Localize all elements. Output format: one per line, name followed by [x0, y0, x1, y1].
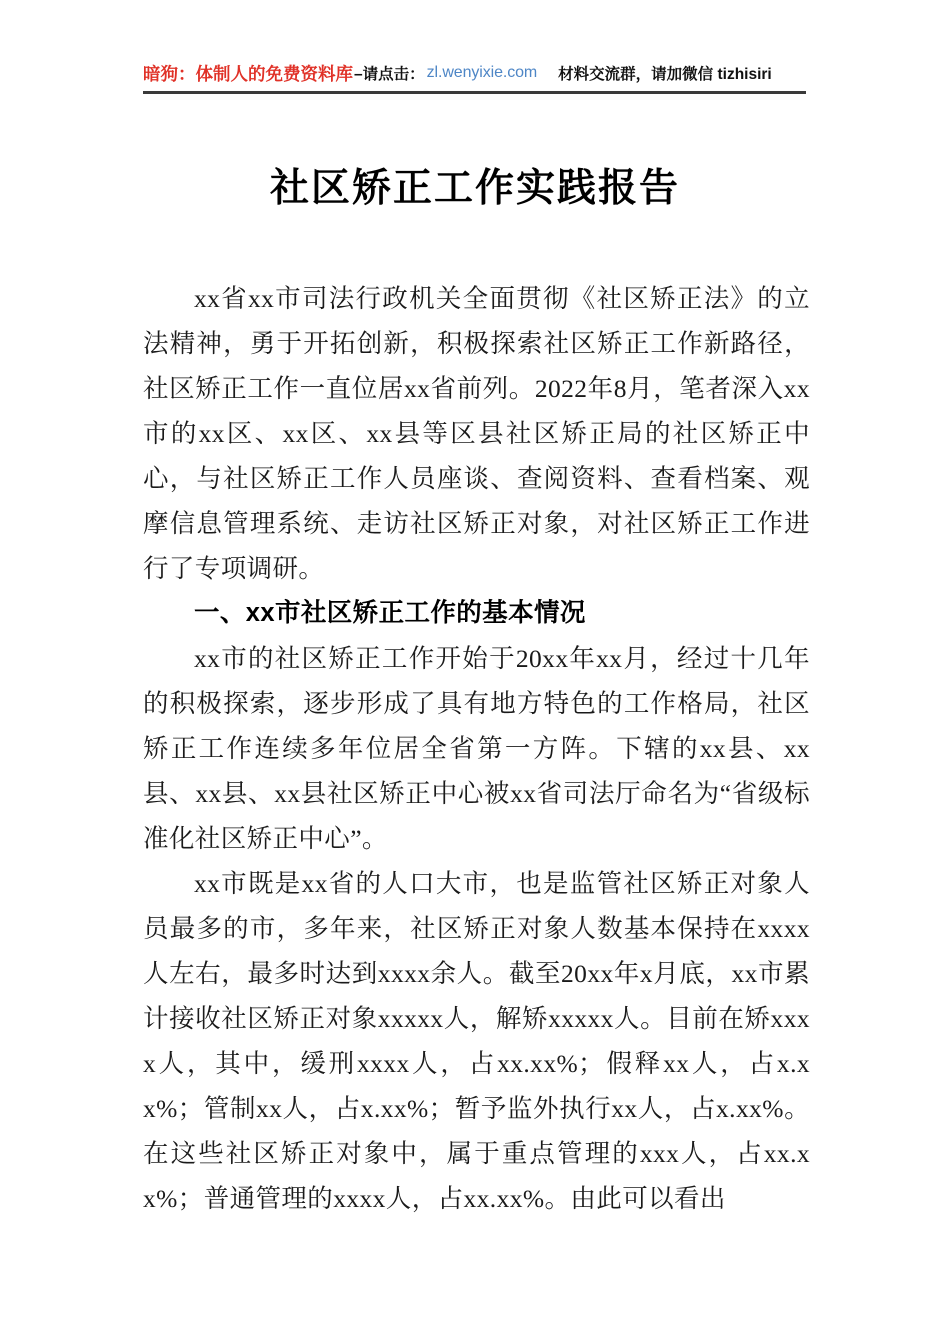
paragraph-basic-situation-1: xx市的社区矫正工作开始于20xx年xx月，经过十几年的积极探索，逐步形成了具有地方特色的工作格局，社区矫正工作连续多年位居全省第一方阵。下辖的xx县、xx县、xx县、xx县社区矫正中心被xx省司法厅命名为“省级标准化社区矫正中心”。 — [143, 644, 810, 853]
promo-banner — [143, 58, 806, 88]
page-title: 社区矫正工作实践报告 — [269, 167, 680, 210]
document-body — [143, 276, 810, 1221]
promo-banner-brand-text: 暗狗：体制人的免费资料库 — [143, 63, 353, 84]
header-divider-rule — [143, 91, 806, 94]
promo-banner-wechat-text: 材料交流群，请加微信 tizhisiri — [558, 66, 772, 83]
promo-banner-url-link[interactable]: zl.wenyixie.com — [426, 64, 538, 81]
section-heading-1: 一、xx市社区矫正工作的基本情况 — [194, 599, 586, 627]
paragraph-basic-situation-2: xx市既是xx省的人口大市，也是监管社区矫正对象人员最多的市，多年来，社区矫正对象人数基本保持在xxxx人左右，最多时达到xxxx余人。截至20xx年x月底，xx市累计接收社区矫正对象xxxxx人，解矫xxxxx人。目前在矫xxxx人，其中，缓刑xxxx人，占xx.xx%；假释xx人，占x.xx%；管制xx人，占x.xx%；暂予监外执行xx人，占x.xx%。在这些社区矫正对象中，属于重点管理的xxx人，占xx.xx%；普通管理的xxxx人，占xx.xx%。由此可以看出 — [143, 869, 810, 1213]
promo-banner-click-prompt: –请点击： — [354, 66, 425, 83]
intro-paragraph: xx省xx市司法行政机关全面贯彻《社区矫正法》的立法精神，勇于开拓创新，积极探索社区矫正工作新路径，社区矫正工作一直位居xx省前列。2022年8月，笔者深入xx市的xx区、xx区、xx县等区县社区矫正局的社区矫正中心，与社区矫正工作人员座谈、查阅资料、查看档案、观摩信息管理系统、走访社区矫正对象，对社区矫正工作进行了专项调研。 — [143, 284, 810, 583]
